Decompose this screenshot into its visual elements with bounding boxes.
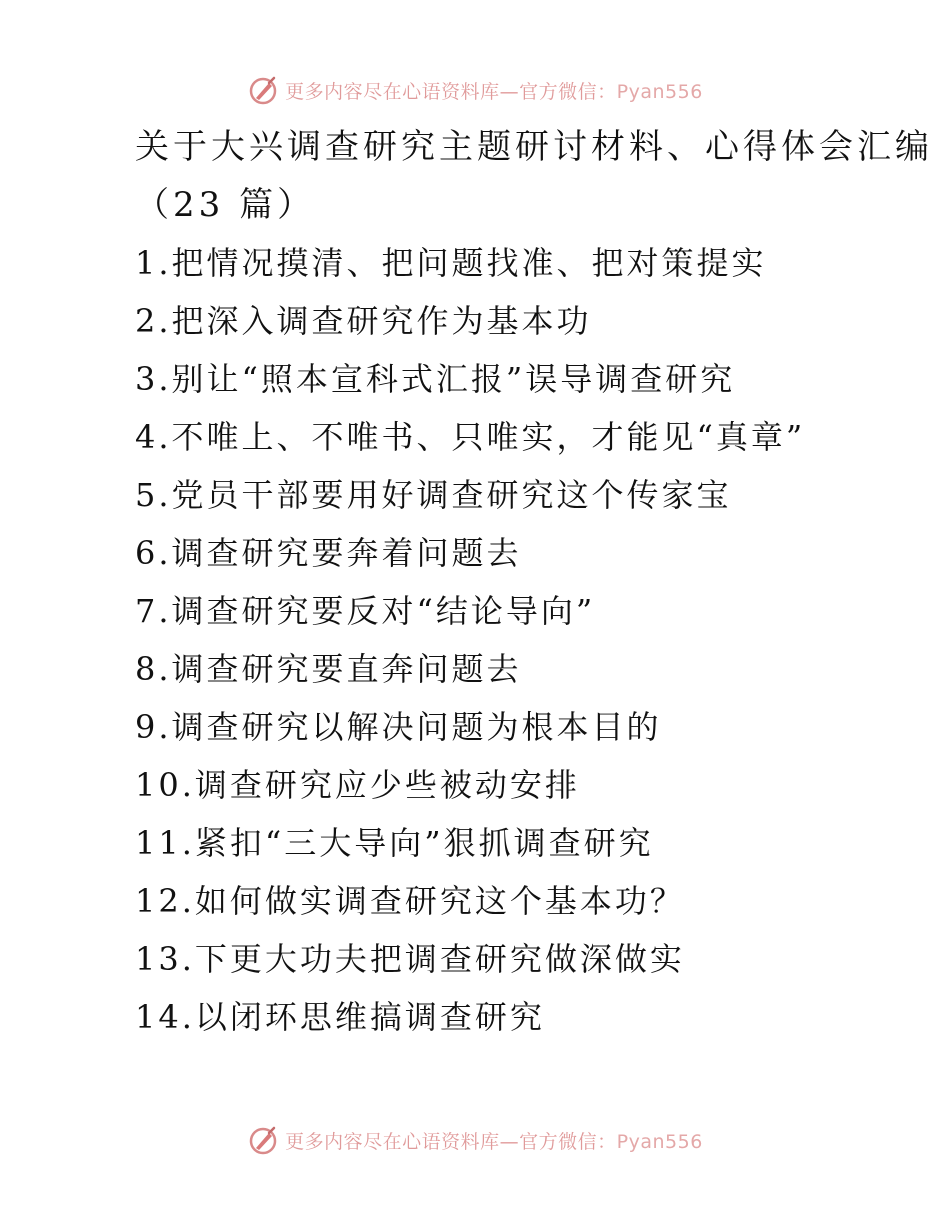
pen-logo-icon <box>247 74 279 106</box>
document-body <box>135 118 933 1046</box>
document-title: 关于大兴调查研究主题研讨材料、心得体会汇编 <box>135 127 933 167</box>
wechat-id: Pyan556 <box>616 80 703 103</box>
toc-item: 4.不唯上、不唯书、只唯实，才能见“真章” <box>135 418 806 456</box>
toc-item: 13.下更大功夫把调查研究做深做实 <box>135 940 685 978</box>
toc-item: 3.别让“照本宣科式汇报”误导调查研究 <box>135 360 736 398</box>
pen-logo-icon <box>247 1124 279 1156</box>
wechat-id: Pyan556 <box>616 1130 703 1153</box>
banner-text: 更多内容尽在心语资料库—官方微信：Pyan556 <box>285 80 703 103</box>
toc-item: 7.调查研究要反对“结论导向” <box>135 592 596 630</box>
toc-item: 11.紧扣“三大导向”狠抓调查研究 <box>135 824 654 862</box>
toc-item: 6.调查研究要奔着问题去 <box>135 534 522 572</box>
toc-item: 5.党员干部要用好调查研究这个传家宝 <box>135 476 732 514</box>
toc-item: 9.调查研究以解决问题为根本目的 <box>135 708 662 746</box>
banner-text: 更多内容尽在心语资料库—官方微信：Pyan556 <box>285 1130 703 1153</box>
toc-item: 10.调查研究应少些被动安排 <box>135 766 580 804</box>
document-subtitle: （23 篇） <box>135 185 316 225</box>
toc-item: 1.把情况摸清、把问题找准、把对策提实 <box>135 244 767 282</box>
toc-item: 2.把深入调查研究作为基本功 <box>135 302 592 340</box>
footer-watermark-banner <box>0 1120 950 1160</box>
toc-item: 12.如何做实调查研究这个基本功？ <box>135 882 685 920</box>
toc-item: 14.以闭环思维搞调查研究 <box>135 998 545 1036</box>
header-watermark-banner <box>0 70 950 110</box>
toc-item: 8.调查研究要直奔问题去 <box>135 650 522 688</box>
table-of-contents <box>135 234 915 1046</box>
